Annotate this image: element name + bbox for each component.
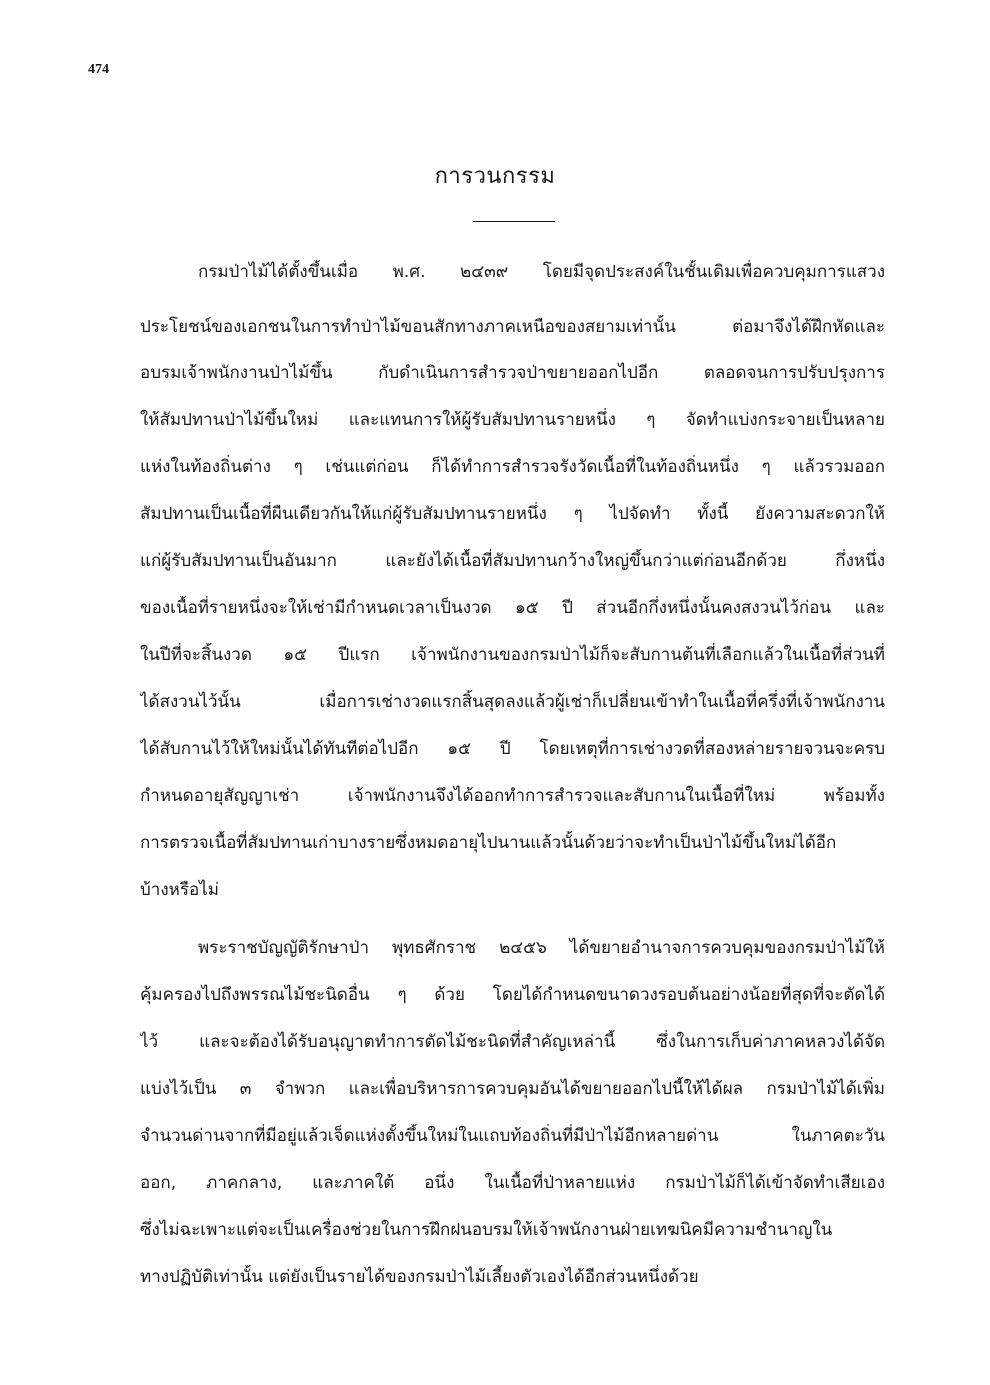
paragraph-line: กรมป่าไม้ได้ตั้งขึ้นเมื่อ พ.ศ. ๒๔๓๙ โดยมีจุดประสงค์ในชั้นเดิมเพื่อควบคุมการแสวง <box>198 262 885 282</box>
paragraph-line: กำหนดอายุสัญญาเช่า เจ้าพนักงานจึงได้ออกทำการสำรวจและสับกานในเนื้อที่ใหม่ พร้อมทั้ง <box>140 786 885 806</box>
paragraph-line: ของเนื้อที่รายหนึ่งจะให้เช่ามีกำหนดเวลาเป็นงวด ๑๕ ปี ส่วนอีกกึ่งหนึ่งนั้นคงสงวนไว้ก่อน และ <box>140 598 885 618</box>
paragraph-line: ในปีที่จะสิ้นงวด ๑๕ ปีแรก เจ้าพนักงานของกรมป่าไม้ก็จะสับกานต้นที่เลือกแล้วในเนื้อที่ส่วนที่ <box>140 645 885 665</box>
paragraph-line: ไว้ และจะต้องได้รับอนุญาตทำการตัดไม้ชะนิดที่สำคัญเหล่านี้ ซึ่งในการเก็บค่าภาคหลวงได้จัด <box>140 1032 885 1052</box>
paragraph-line: ประโยชน์ของเอกชนในการทำป่าไม้ขอนสักทางภาคเหนือของสยามเท่านั้น ต่อมาจึงได้ฝึกหัดและ <box>140 317 885 337</box>
paragraph-line: สัมปทานเป็นเนื้อที่ผืนเดียวกันให้แก่ผู้รับสัมปทานรายหนึ่ง ๆ ไปจัดทำ ทั้งนี้ ยังความสะดวกให้ <box>140 504 885 524</box>
paragraph-line: คุ้มครองไปถึงพรรณไม้ชะนิดอื่น ๆ ด้วย โดยได้กำหนดขนาดวงรอบต้นอย่างน้อยที่สุดที่จะตัดได้ <box>140 985 885 1005</box>
paragraph-line: การตรวจเนื้อที่สัมปทานเก่าบางรายซึ่งหมดอายุไปนานแล้วนั้นด้วยว่าจะทำเป็นป่าไม้ขึ้นใหม่ได้อีก <box>140 833 837 853</box>
paragraph-line: แห่งในท้องถิ่นต่าง ๆ เช่นแต่ก่อน ก็ได้ทำการสำรวจรังวัดเนื้อที่ในท้องถิ่นหนึ่ง ๆ แล้วรวมออก <box>140 457 885 477</box>
paragraph-line: จำนวนด่านจากที่มีอยู่แล้วเจ็ดแห่งตั้งขึ้นใหม่ในแถบท้องถิ่นที่มีป่าไม้อีกหลายด่าน ในภาคตะวัน <box>140 1126 885 1146</box>
paragraph-line: ซึ่งไม่ฉะเพาะแต่จะเป็นเครื่องช่วยในการฝึกฝนอบรมให้เจ้าพนักงานฝ่ายเทฆนิคมีความชำนาญใน <box>140 1220 833 1240</box>
title-underline <box>473 221 555 222</box>
paragraph-line: ให้สัมปทานป่าไม้ขึ้นใหม่ และแทนการให้ผู้รับสัมปทานรายหนึ่ง ๆ จัดทำแบ่งกระจายเป็นหลาย <box>140 410 885 430</box>
paragraph-line: ทางปฏิบัติเท่านั้น แต่ยังเป็นรายได้ของกรมป่าไม้เลี้ยงตัวเองได้อีกส่วนหนึ่งด้วย <box>140 1267 699 1287</box>
paragraph-line: ได้สับกานไว้ให้ใหม่นั้นได้ทันทีต่อไปอีก ๑๕ ปี โดยเหตุที่การเช่างวดที่สองหล่ายรายจวนจะครบ <box>140 739 885 759</box>
page-title: การวนกรรม <box>434 164 556 189</box>
paragraph-line: แก่ผู้รับสัมปทานเป็นอันมาก และยังได้เนื้อที่สัมปทานกว้างใหญ่ขึ้นกว่าแต่ก่อนอีกด้วย กึ่งหนึ่ง <box>140 551 885 571</box>
paragraph-line: บ้างหรือไม่ <box>140 880 219 900</box>
paragraph-line: แบ่งไว้เป็น ๓ จำพวก และเพื่อบริหารการควบคุมอันได้ขยายออกไปนี้ให้ได้ผล กรมป่าไม้ได้เพิ่ม <box>140 1079 885 1099</box>
paragraph-line: ออก, ภาคกลาง, และภาคใต้ อนึ่ง ในเนื้อที่ป่าหลายแห่ง กรมป่าไม้ก็ได้เข้าจัดทำเสียเอง <box>140 1173 885 1193</box>
page-number: 474 <box>88 62 109 77</box>
paragraph-line: ได้สงวนไว้นั้น เมื่อการเช่างวดแรกสิ้นสุดลงแล้วผู้เช่าก็เปลี่ยนเข้าทำในเนื้อที่ครึ่งที่เจ้าพนักงาน <box>140 692 885 712</box>
paragraph-line: พระราชบัญญัติรักษาป่า พุทธศักราช ๒๔๕๖ ได้ขยายอำนาจการควบคุมของกรมป่าไม้ให้ <box>198 938 885 958</box>
paragraph-line: อบรมเจ้าพนักงานป่าไม้ขึ้น กับดำเนินการสำรวจป่าขยายออกไปอีก ตลอดจนการปรับปรุงการ <box>140 363 885 383</box>
